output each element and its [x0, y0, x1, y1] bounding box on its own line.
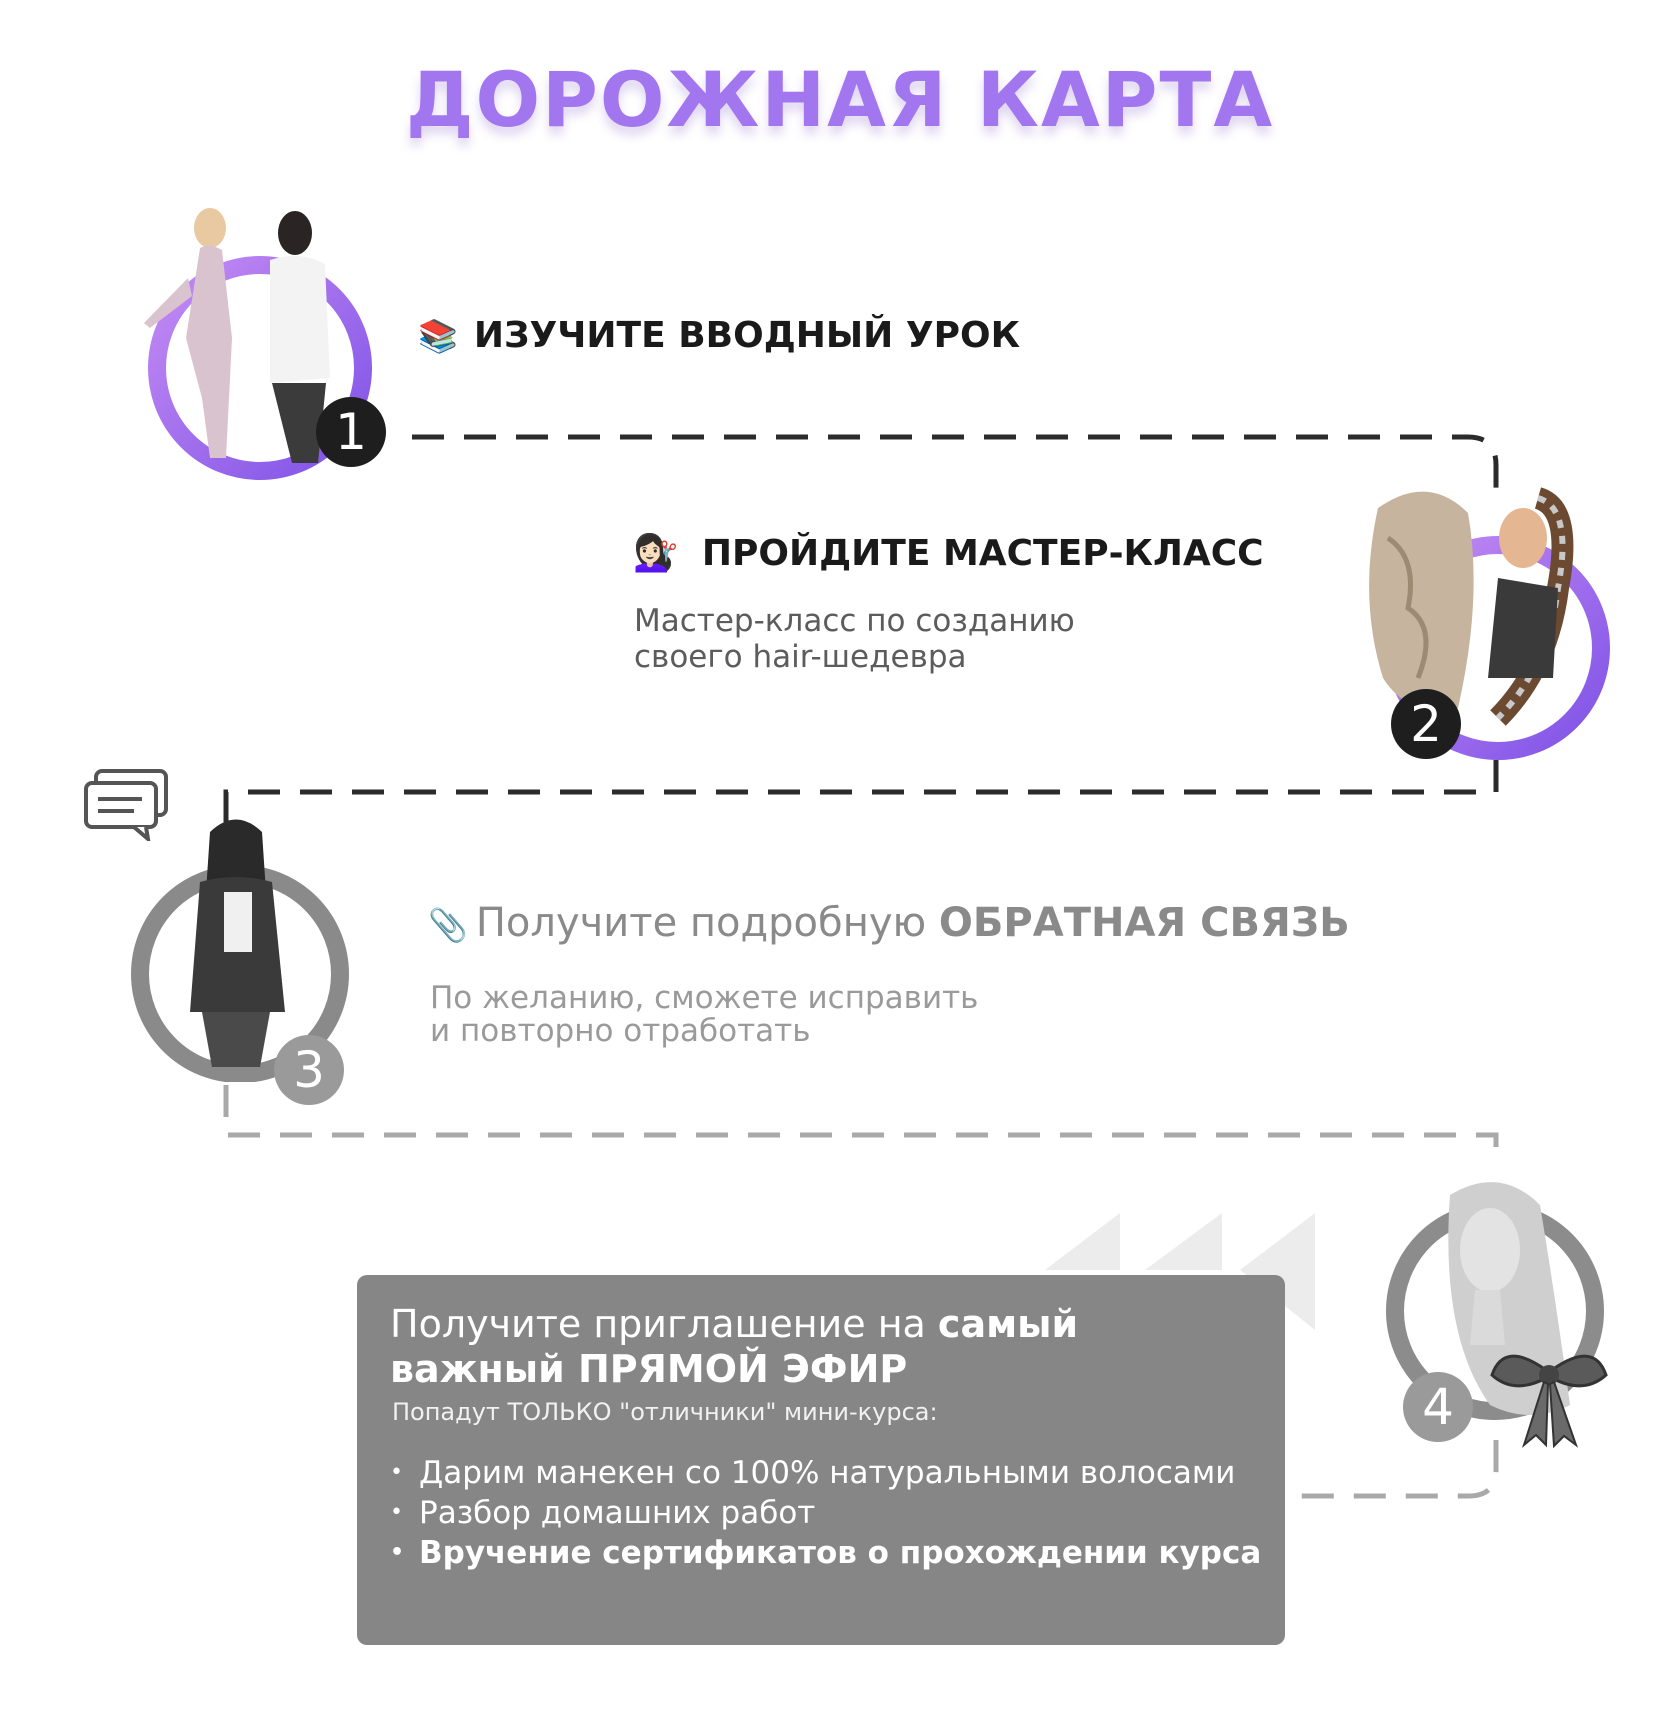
card-title: Получите приглашение на самый важный ПРЯМОЙ ЭФИР: [390, 1302, 1079, 1391]
list-item: • Вручение сертификатов о прохождении курса: [390, 1533, 1270, 1573]
step-1-badge: 1: [316, 397, 386, 467]
step-3-badge: 3: [274, 1035, 344, 1105]
step-2-subtitle: Мастер-класс по созданию своего hair-шедевра: [634, 603, 1075, 675]
step-1-title: 📚 ИЗУЧИТЕ ВВОДНЫЙ УРОК: [418, 315, 1021, 356]
list-item: • Разбор домашних работ: [390, 1493, 1270, 1533]
haircut-icon: 💇🏻‍♀️: [633, 533, 678, 574]
step-3-subtitle: По желанию, сможете исправить и повторно отработать: [430, 980, 979, 1049]
invitation-card: [357, 1275, 1285, 1645]
step-2-photo: [1348, 478, 1616, 768]
path-segment-1: [412, 437, 1496, 492]
card-bullets: [390, 1453, 1270, 1573]
step-4-badge: 4: [1403, 1372, 1473, 1442]
path-segment-2: [226, 760, 1496, 828]
bow-icon: [1484, 1340, 1614, 1454]
page-title: ДОРОЖНАЯ КАРТА: [405, 55, 1275, 144]
paperclip-icon: 📎: [428, 906, 468, 944]
card-note: Попадут ТОЛЬКО "отличники" мини-курса:: [392, 1398, 938, 1426]
step-2-badge: 2: [1391, 689, 1461, 759]
step-2-title: 💇🏻‍♀️ ПРОЙДИТЕ МАСТЕР-КЛАСС: [633, 532, 1264, 574]
path-segment-3: [226, 1085, 1496, 1152]
list-item: • Дарим манекен со 100% натуральными волосами: [390, 1453, 1270, 1493]
step-3-title: 📎 Получите подробную ОБРАТНАЯ СВЯЗЬ: [428, 900, 1350, 946]
books-icon: 📚: [418, 316, 458, 355]
